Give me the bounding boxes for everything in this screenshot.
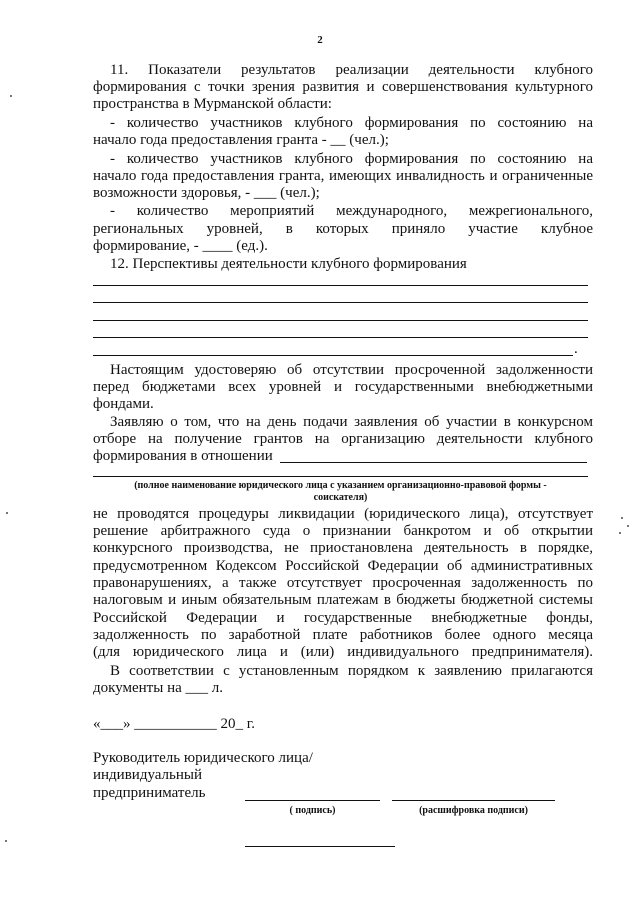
- section12-blank-line-1: [93, 285, 588, 286]
- body-line-9: (для юридического лица и (или) индивидуального предпринимателя).: [93, 644, 593, 660]
- signature-decoding-field-line: [392, 800, 555, 801]
- signature-caption: ( подпись): [289, 805, 336, 816]
- declaration-line-2: перед бюджетами всех уровней и государственными внебюджетными: [93, 379, 593, 395]
- section11-line-11: формирование, - ____ (ед.).: [93, 238, 268, 254]
- declaration-line-1: Настоящим удостоверяю об отсутствии просроченной задолженности: [110, 362, 593, 378]
- date-line: «___» ___________ 20_ г.: [93, 716, 255, 732]
- signature-decoding-caption: (расшифровка подписи): [419, 805, 528, 816]
- scan-speck: [619, 532, 621, 534]
- section11-line-4: - количество участников клубного формирования по состоянию на: [110, 115, 593, 131]
- section12-blank-line-2: [93, 302, 588, 303]
- declaration-line-6: формирования в отношении: [93, 448, 273, 464]
- section11-line-3: пространства в Мурманской области:: [93, 96, 332, 112]
- signature-field-line: [245, 800, 380, 801]
- applicant-name-field-line: [280, 462, 587, 463]
- section12-blank-line-4: [93, 337, 588, 338]
- section11-line-10: региональных уровней, в которых приняло участие клубное: [93, 221, 593, 237]
- section12-end-mark: .: [574, 341, 578, 357]
- section11-line-6: - количество участников клубного формирования по состоянию на: [110, 151, 593, 167]
- applicant-name-field-line-2: [93, 476, 588, 477]
- page-number: 2: [317, 34, 323, 46]
- section11-line-7: начало года предоставления гранта, имеющих инвалидность и ограниченные: [93, 168, 593, 184]
- section11-line-1: 11. Показатели результатов реализации деятельности клубного: [110, 62, 593, 78]
- body-line-5: правонарушениях, а также отсутствует просроченная задолженность по: [93, 575, 593, 591]
- declaration-line-3: фондами.: [93, 396, 154, 412]
- body-line-7: Российской Федерации и государственные внебюджетные фонды,: [93, 610, 593, 626]
- section11-line-5: начало года предоставления гранта - __ (чел.);: [93, 132, 389, 148]
- declaration-line-4: Заявляю о том, что на день подачи заявления об участии в конкурсном: [110, 414, 593, 430]
- bottom-blank-line: [245, 846, 395, 847]
- scan-speck: [627, 525, 629, 527]
- section11-line-9: - количество мероприятий международного, межрегионального,: [110, 203, 593, 219]
- body-line-8: задолженность по заработной плате работников более одного месяца: [93, 627, 593, 643]
- scan-speck: [10, 95, 12, 97]
- body-line-10: В соответствии с установленным порядком к заявлению прилагаются: [110, 663, 593, 679]
- body-line-6: налоговым и иным обязательным платежам в бюджеты бюджетной системы: [93, 592, 593, 608]
- signatory-line-1: Руководитель юридического лица/: [93, 750, 313, 766]
- caption-fullname-line-1: (полное наименование юридического лица с указанием организационно-правовой формы -: [134, 480, 547, 491]
- section11-line-8: возможности здоровья, - ___ (чел.);: [93, 185, 320, 201]
- signatory-line-3: предприниматель: [93, 785, 206, 801]
- scan-speck: [621, 517, 623, 519]
- signatory-line-2: индивидуальный: [93, 767, 203, 783]
- section12-blank-line-3: [93, 320, 588, 321]
- body-line-3: конкурсного производства, не приостановлена деятельность в порядке,: [93, 540, 593, 556]
- section12-title: 12. Перспективы деятельности клубного формирования: [110, 256, 467, 272]
- declaration-line-5: отборе на получение грантов на организацию деятельности клубного: [93, 431, 593, 447]
- body-line-11: документы на ___ л.: [93, 680, 223, 696]
- body-line-2: решение арбитражного суда о признании банкротом и об открытии: [93, 523, 593, 539]
- body-line-1: не проводятся процедуры ликвидации (юридического лица), отсутствует: [93, 506, 593, 522]
- body-line-4: предусмотренном Кодексом Российской Федерации об административных: [93, 558, 593, 574]
- caption-fullname-line-2: соискателя): [313, 492, 368, 503]
- scan-speck: [5, 840, 7, 842]
- section12-blank-line-5: [93, 355, 573, 356]
- scan-speck: [6, 512, 8, 514]
- section11-line-2: формирования с точки зрения развития и совершенствования культурного: [93, 79, 593, 95]
